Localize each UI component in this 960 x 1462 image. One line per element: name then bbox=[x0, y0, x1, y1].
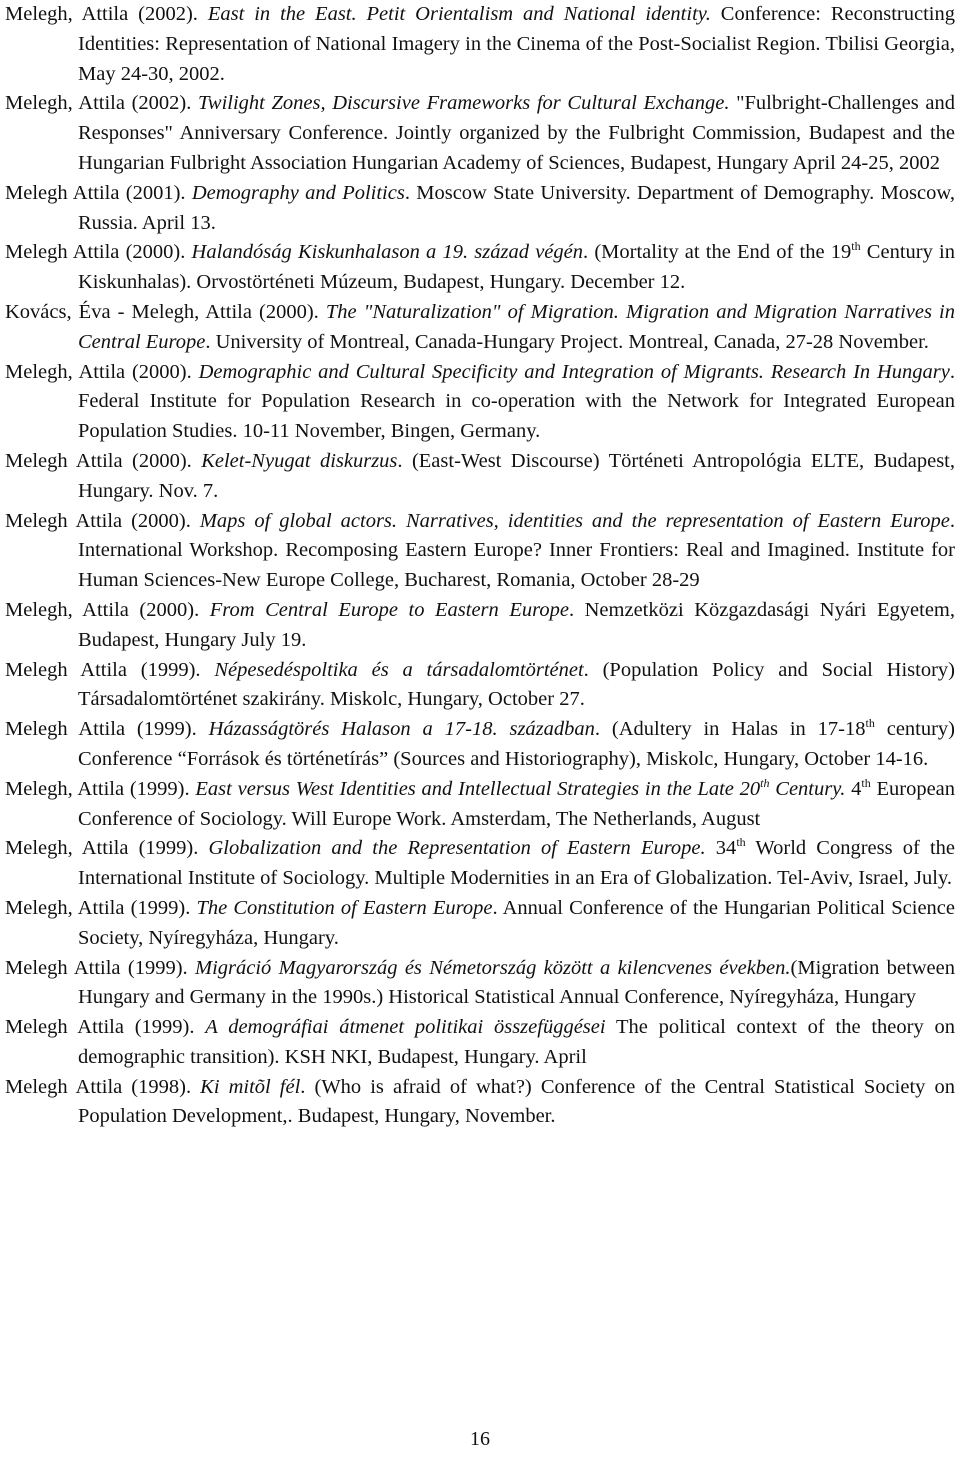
reference-text: . (East-West Discourse) Történeti Antropológia ELTE, Budapest, Hungary. Nov. 7. bbox=[78, 449, 955, 502]
reference-entry bbox=[5, 507, 955, 596]
reference-text: Melegh, Attila (1999). bbox=[5, 896, 197, 919]
reference-text: Melegh Attila (1999). bbox=[5, 1016, 206, 1039]
superscript-text: th bbox=[865, 716, 875, 731]
reference-title: The Constitution of Eastern Europe bbox=[196, 896, 493, 919]
reference-entry bbox=[5, 954, 955, 1014]
reference-title: Globalization and the Representation of Eastern Europe. bbox=[208, 837, 706, 860]
superscript-text: th bbox=[760, 775, 770, 790]
reference-text: Melegh Attila (1999). bbox=[5, 658, 215, 681]
reference-title: Twilight Zones, Discursive Frameworks for Cultural Exchange. bbox=[198, 92, 730, 115]
reference-text: . (Adultery in Halas in 17-18 bbox=[594, 718, 866, 741]
reference-text: Melegh, Attila (2000). bbox=[5, 598, 210, 621]
reference-text: (Migration between Hungary and Germany in the 1990s.) Historical Statistical Annual Conference, Nyíregyháza, Hungary bbox=[78, 956, 955, 1009]
reference-entry bbox=[5, 358, 955, 447]
page-number: 16 bbox=[470, 1428, 490, 1450]
reference-title: Maps of global actors. Narratives, identities and the representation of Eastern Europe bbox=[199, 509, 950, 532]
superscript-text: th bbox=[851, 239, 861, 254]
reference-text: century) Conference “Források és történetírás” (Sources and Historiography), Miskolc, Hungary, October 14-16. bbox=[78, 718, 956, 770]
superscript-text: th bbox=[861, 775, 871, 790]
reference-entry bbox=[5, 1073, 955, 1133]
reference-text: . Federal Institute for Population Research in co-operation with the Network for Integrated European Population Studies. 10-11 November, Bingen, Germany. bbox=[78, 360, 955, 443]
reference-list bbox=[5, 0, 955, 1132]
reference-entry bbox=[5, 656, 955, 716]
reference-text: 4 bbox=[845, 777, 862, 800]
reference-title: Ki mitõl fél bbox=[200, 1075, 301, 1098]
reference-entry bbox=[5, 596, 955, 656]
reference-title: Kelet-Nyugat diskurzus bbox=[201, 449, 398, 472]
reference-entry bbox=[5, 894, 955, 954]
reference-entry bbox=[5, 89, 955, 178]
reference-text: 34 bbox=[705, 837, 737, 860]
superscript-text: th bbox=[736, 835, 746, 850]
reference-text: Melegh Attila (2001). bbox=[5, 181, 192, 204]
reference-text: . Moscow State University. Department of Demography. Moscow, Russia. April 13. bbox=[78, 181, 955, 234]
reference-title: East versus West Identities and Intellectual Strategies in the Late 20 bbox=[195, 777, 761, 800]
reference-text: Melegh Attila (1999). bbox=[5, 956, 196, 979]
reference-title: From Central Europe to Eastern Europe bbox=[209, 598, 569, 621]
reference-text: Melegh Attila (2000). bbox=[5, 449, 202, 472]
reference-text: . (Mortality at the End of the 19 bbox=[583, 241, 852, 264]
reference-text: World Congress of the International Institute of Sociology. Multiple Modernities in an Era of Globalization. Tel-Aviv, Israel, July. bbox=[78, 837, 955, 890]
reference-entry bbox=[5, 834, 955, 894]
reference-text: . (Who is afraid of what?) Conference of the Central Statistical Society on Population Development,. Budapest, Hungary, November. bbox=[78, 1075, 955, 1128]
reference-text: Melegh Attila (2000). bbox=[5, 509, 200, 532]
reference-title: A demográfiai átmenet politikai összefüggései bbox=[205, 1016, 606, 1039]
reference-title: Demographic and Cultural Specificity and Integration of Migrants. Research In Hungary bbox=[198, 360, 950, 383]
reference-entry bbox=[5, 0, 955, 89]
reference-text: Kovács, Éva - Melegh, Attila (2000). bbox=[5, 300, 326, 323]
reference-title: Népesedéspoltika és a társadalomtörténet bbox=[214, 658, 584, 681]
reference-title: East in the East. Petit Orientalism and National identity. bbox=[207, 3, 711, 25]
reference-text: "Fulbright-Challenges and Responses" Anniversary Conference. Jointly organized by the Fulbright Commission, Budapest and the Hungarian Fulbright Association Hungarian Academy of Sciences, Budapest, Hungary April 24-25, 2002 bbox=[78, 92, 955, 174]
reference-text: . (Population Policy and Social History) Társadalomtörténet szakirány. Miskolc, Hungary, October 27. bbox=[78, 658, 955, 711]
reference-text: Melegh, Attila (1999). bbox=[5, 777, 196, 800]
reference-entry bbox=[5, 715, 955, 775]
reference-entry bbox=[5, 447, 955, 507]
reference-text: Melegh, Attila (2000). bbox=[5, 360, 199, 383]
reference-title: The "Naturalization" of Migration. Migration and Migration Narratives in Central Europe bbox=[78, 300, 955, 353]
reference-entry bbox=[5, 1013, 955, 1073]
reference-text: Melegh Attila (2000). bbox=[5, 241, 192, 264]
reference-text: . University of Montreal, Canada-Hungary Project. Montreal, Canada, 27-28 November. bbox=[205, 330, 929, 353]
reference-entry bbox=[5, 238, 955, 298]
reference-entry bbox=[5, 179, 955, 239]
reference-entry bbox=[5, 775, 955, 835]
reference-text: . International Workshop. Recomposing Eastern Europe? Inner Frontiers: Real and Imagined. Institute for Human Sciences-New Europe College, Bucharest, Romania, October 28-29 bbox=[78, 509, 955, 592]
reference-text: . Annual Conference of the Hungarian Political Science Society, Nyíregyháza, Hungary. bbox=[78, 896, 955, 949]
reference-text: Conference: Reconstructing Identities: Representation of National Imagery in the Cinema of the Post-Socialist Region. Tbilisi Georgia, May 24-30, 2002. bbox=[78, 3, 955, 85]
reference-text: Melegh, Attila (2002). bbox=[5, 92, 199, 115]
reference-text: European Conference of Sociology. Will Europe Work. Amsterdam, The Netherlands, August bbox=[78, 777, 956, 830]
reference-title: Century. bbox=[769, 777, 846, 800]
reference-text: The political context of the theory on demographic transition). KSH NKI, Budapest, Hungary. April bbox=[78, 1016, 955, 1068]
reference-entry bbox=[5, 298, 955, 358]
reference-text: Melegh, Attila (1999). bbox=[5, 837, 209, 860]
reference-text: Melegh Attila (1998). bbox=[5, 1075, 201, 1098]
reference-title: Demography and Politics bbox=[191, 181, 405, 204]
reference-title: Házasságtörés Halason a 17-18. században bbox=[208, 718, 595, 741]
reference-text: Melegh, Attila (2002). bbox=[5, 3, 208, 25]
reference-text: Century in Kiskunhalas). Orvostörténeti Múzeum, Budapest, Hungary. December 12. bbox=[78, 241, 955, 294]
reference-text: . Nemzetközi Közgazdasági Nyári Egyetem, Budapest, Hungary July 19. bbox=[78, 598, 955, 651]
reference-text: Melegh Attila (1999). bbox=[5, 718, 209, 741]
reference-title: Halandóság Kiskunhalason a 19. század végén bbox=[191, 241, 583, 264]
reference-title: Migráció Magyarország és Németország között a kilencvenes években. bbox=[195, 956, 791, 979]
